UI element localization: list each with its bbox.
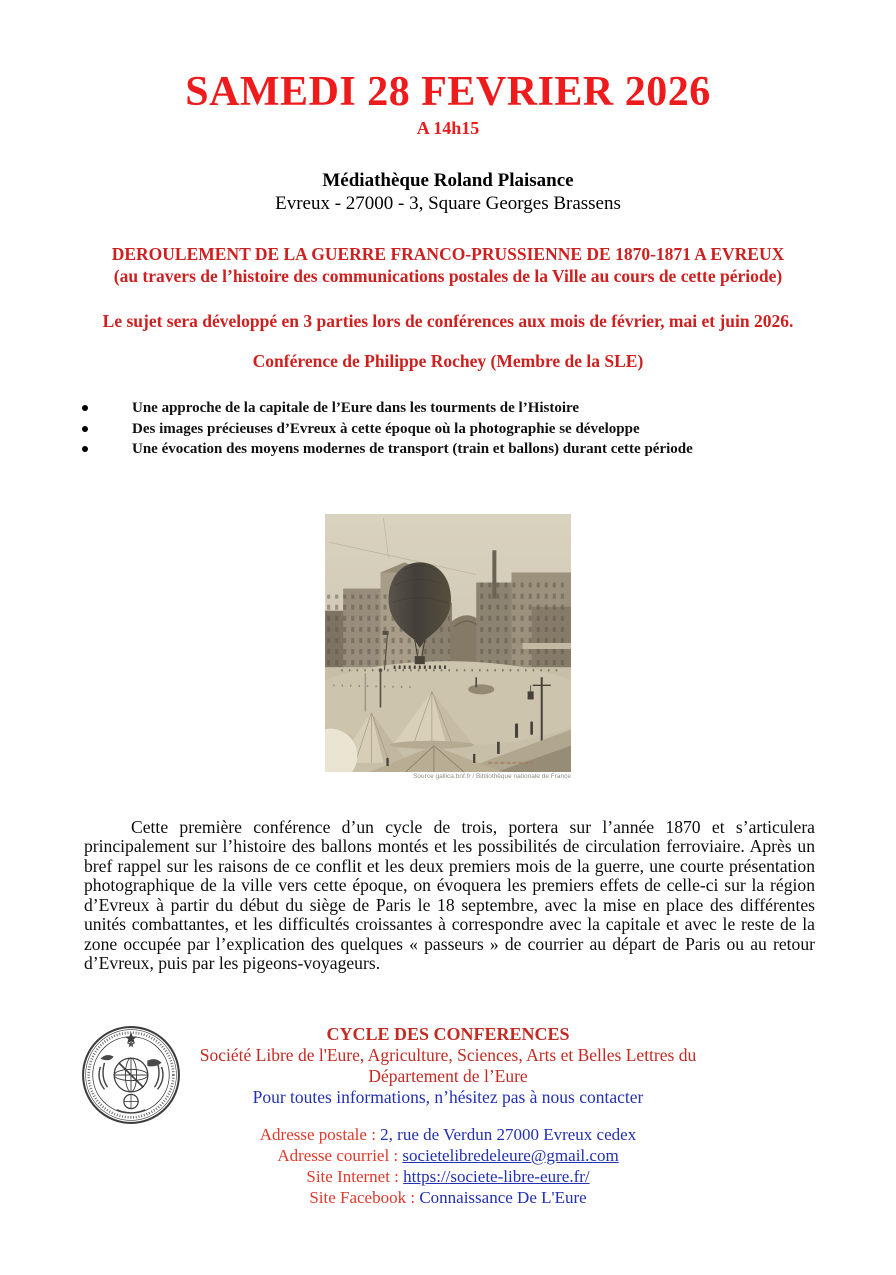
bullet-icon [82,426,88,432]
subject-heading-line2: (au travers de l’histoire des communications postales de la Ville au cours de cette période) [113,266,783,287]
speaker-line: Conférence de Philippe Rochey (Membre de la SLE) [252,351,644,372]
topics-list [0,398,896,460]
email-line [0,1145,896,1166]
contact-list [0,1124,896,1208]
venue-address: Evreux - 27000 - 3, Square Georges Brassens [275,193,621,215]
balloon-photo-illustration [325,514,571,772]
venue-block [0,169,896,215]
list-item [82,419,896,440]
facebook-value: Connaissance De L'Eure [419,1187,587,1207]
postal-address-label: Adresse postale : [259,1124,376,1144]
society-name-line2: Département de l’Eure [368,1065,528,1086]
email-link[interactable]: societelibredeleure@gmail.com [402,1145,619,1165]
topic-text: Des images précieuses d’Evreux à cette époque où la photographie se développe [132,420,640,437]
venue-name: Médiathèque Roland Plaisance [322,170,574,192]
topic-text: Une évocation des moyens modernes de transport (train et ballons) durant cette période [132,441,693,458]
website-link[interactable]: https://societe-libre-eure.fr/ [403,1166,590,1186]
postal-address-value: 2, rue de Verdun 27000 Evreux cedex [380,1124,637,1144]
footer [0,1024,896,1208]
series-note: Le sujet sera développé en 3 parties lors de conférences aux mois de février, mai et juin 2026. [102,311,794,332]
facebook-line [0,1187,896,1208]
bullet-icon [82,446,88,452]
subject-heading [0,243,896,287]
email-label: Adresse courriel : [277,1145,399,1165]
facebook-label: Site Facebook : [309,1187,416,1207]
bullet-icon [82,405,88,411]
list-item [82,398,896,419]
society-seal-icon [80,1024,182,1126]
body-paragraph: Cette première conférence d’un cycle de trois, portera sur l’année 1870 et s’articulera principalement sur l’histoire des ballons montés et les possibilités de circulation ferroviaire. Après un bref rappel sur les raisons de ce conflit et les deux premiers mois de la guerre, une courte présentation photographique de la ville vers cette époque, on évoquera les premiers effets de celle-ci sur la région d’Evreux à partir du début du siège de Paris le 18 septembre, avec la mise en place des différentes unités combattantes, et les difficultés croissantes à correspondre avec la capitale et avec le reste de la zone occupée par l’explication des quelques « passeurs » de courrier au départ de Paris ou au retour d’Evreux, puis par les pigeons-voyageurs. [84,816,815,974]
topic-text: Une approche de la capitale de l’Eure dans les tourments de l’Histoire [132,400,580,417]
cycle-title: CYCLE DES CONFERENCES [326,1023,570,1044]
balloon-photo [325,514,571,780]
website-label: Site Internet : [306,1166,399,1186]
list-item [82,439,896,460]
contact-invite: Pour toutes informations, n’hésitez pas à nous contacter [252,1086,644,1107]
subject-heading-line1: DEROULEMENT DE LA GUERRE FRANCO-PRUSSIENNE DE 1870-1871 A EVREUX [111,244,785,265]
event-time: A 14h15 [416,118,480,139]
society-name-line1: Société Libre de l'Eure, Agriculture, Sciences, Arts et Belles Lettres du [199,1044,697,1065]
event-date-title: SAMEDI 28 FEVRIER 2026 [185,69,711,115]
photo-credit: Source gallica.bnf.fr / Bibliothèque nationale de France [413,772,571,780]
postal-address-line [0,1124,896,1145]
website-line [0,1166,896,1187]
